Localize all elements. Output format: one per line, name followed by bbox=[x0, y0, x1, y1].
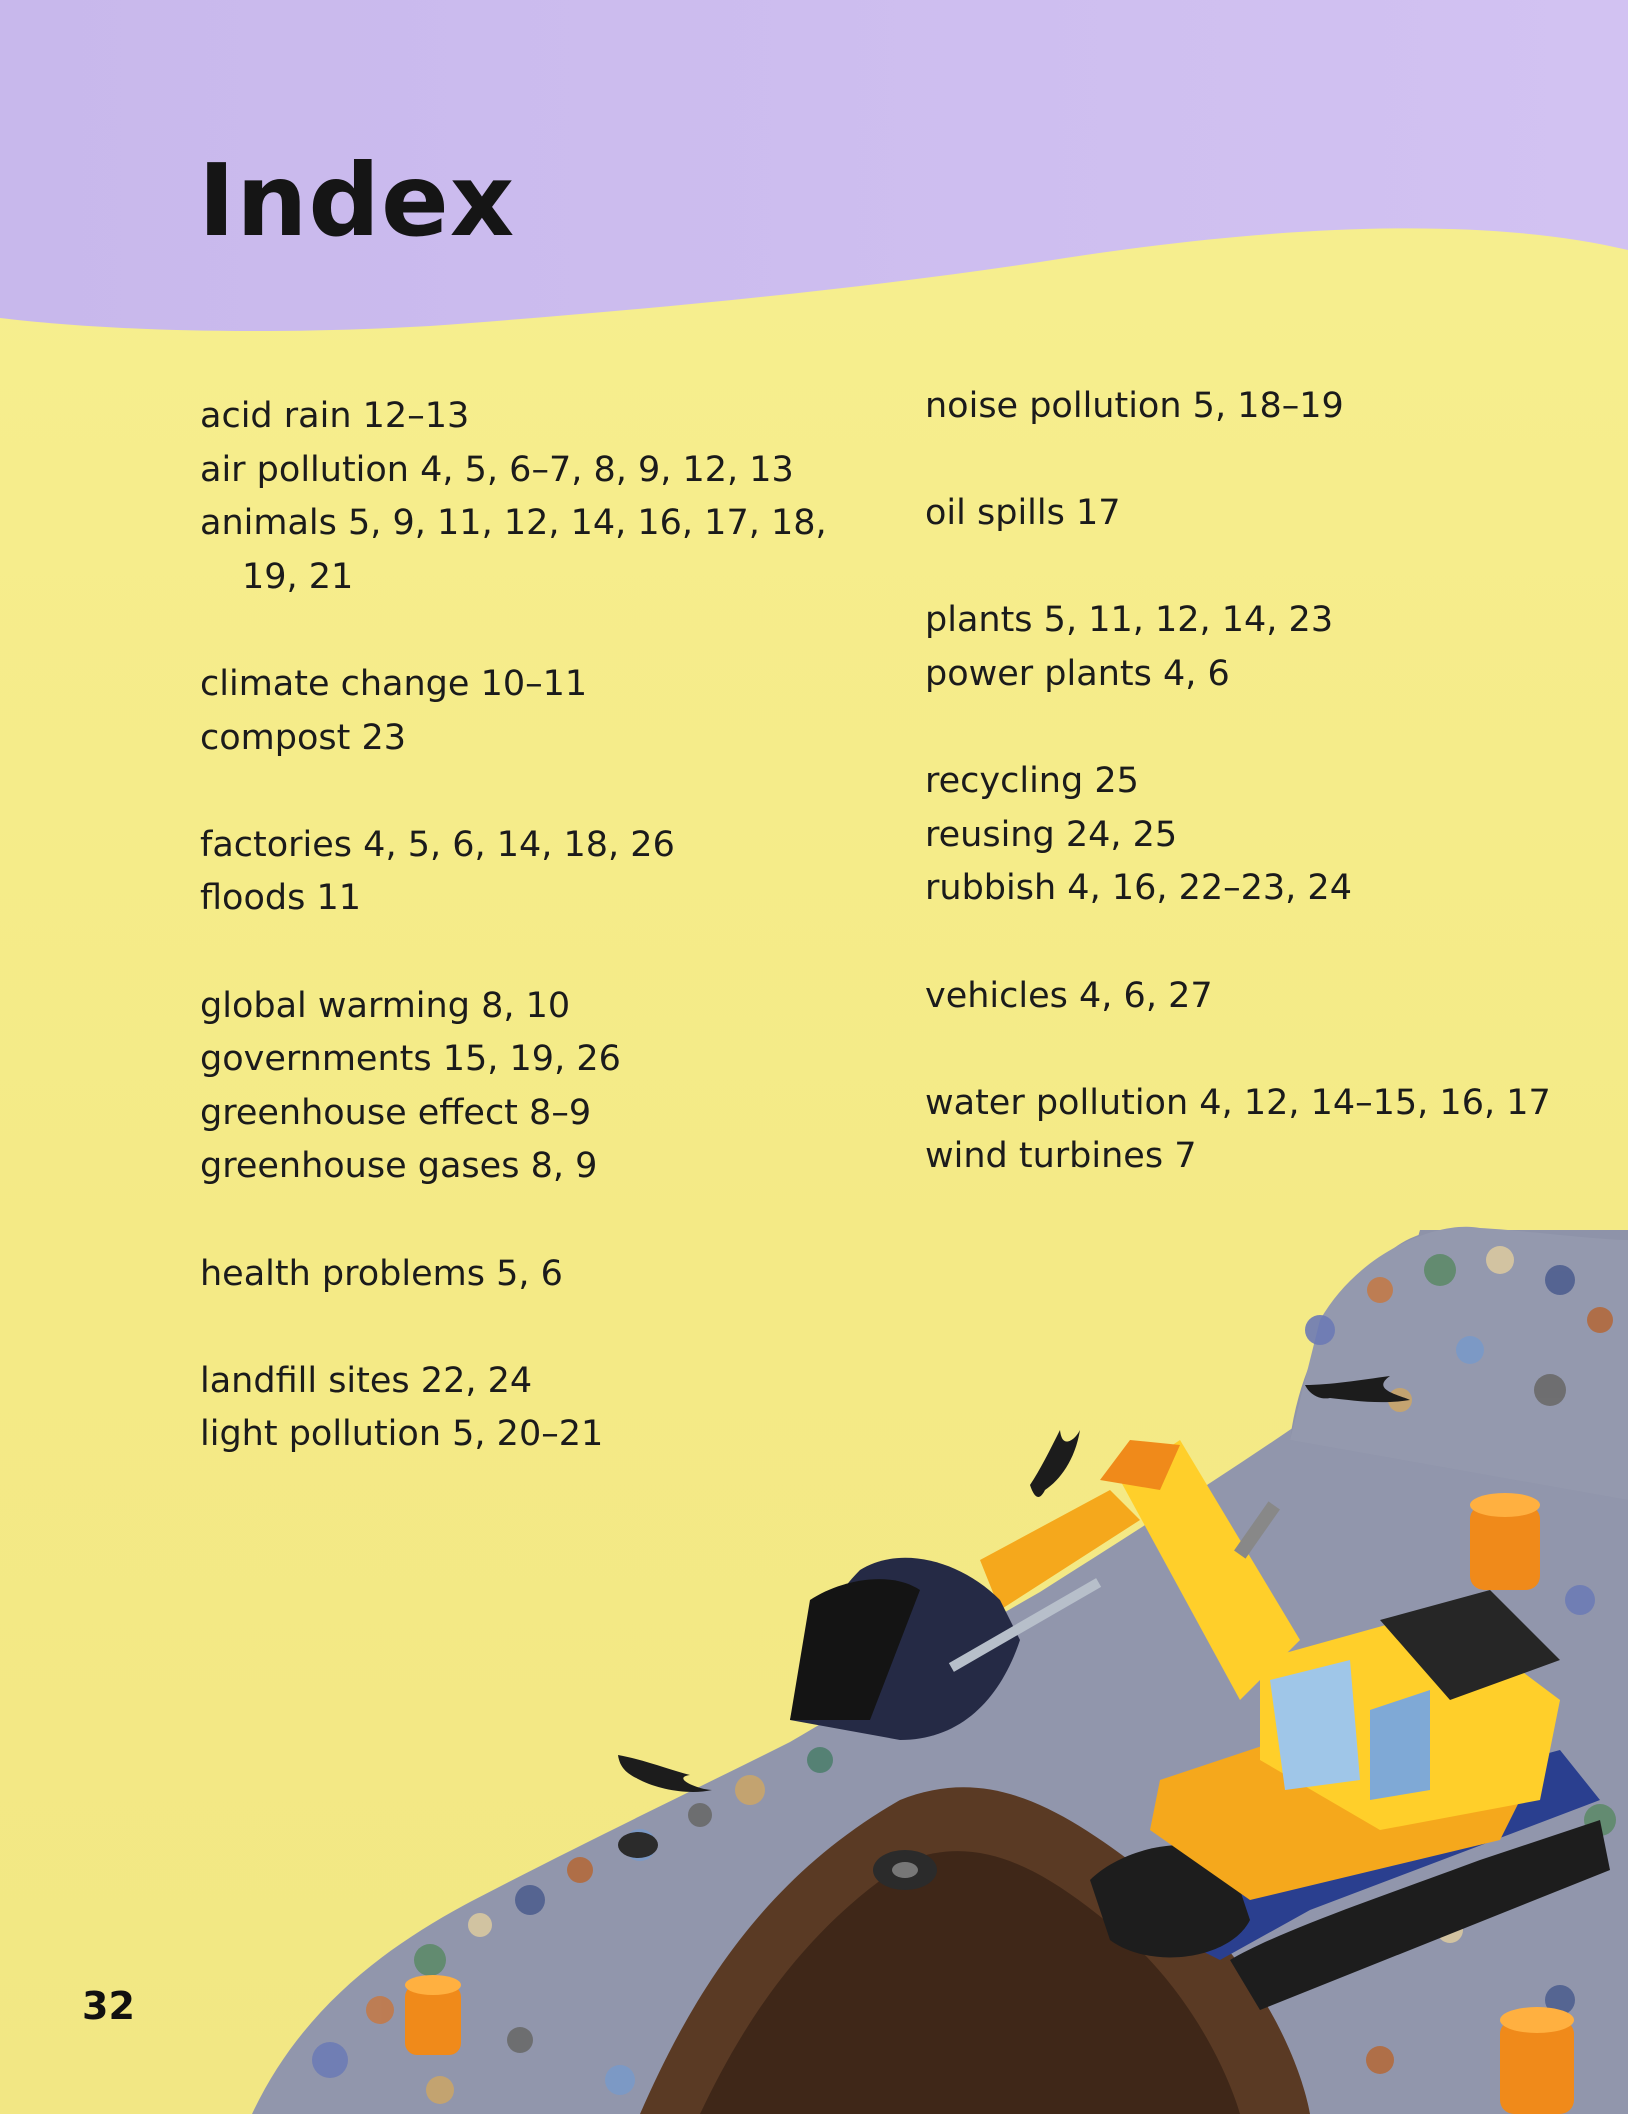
index-entry: reusing 24, 25 bbox=[925, 814, 1178, 855]
index-entry: air pollution 4, 5, 6–7, 8, 9, 12, 13 bbox=[200, 449, 794, 490]
index-entry: climate change 10–11 bbox=[200, 663, 588, 704]
index-entry: factories 4, 5, 6, 14, 18, 26 bbox=[200, 824, 675, 865]
index-entry: greenhouse effect 8–9 bbox=[200, 1092, 592, 1133]
index-entry: acid rain 12–13 bbox=[200, 396, 470, 436]
index-entry: landfill sites 22, 24 bbox=[200, 1360, 533, 1401]
index-entry: recycling 25 bbox=[925, 761, 1139, 802]
index-entry: wind turbines 7 bbox=[925, 1136, 1197, 1177]
page-title: Index bbox=[198, 142, 516, 259]
index-entry: noise pollution 5, 18–19 bbox=[925, 386, 1344, 426]
index-entry: compost 23 bbox=[200, 717, 407, 758]
index-entry: health problems 5, 6 bbox=[200, 1253, 563, 1294]
index-entry: power plants 4, 6 bbox=[925, 653, 1230, 694]
index-entry: water pollution 4, 12, 14–15, 16, 17 bbox=[925, 1082, 1551, 1123]
index-entry: oil spills 17 bbox=[925, 493, 1121, 534]
index-entry: light pollution 5, 20–21 bbox=[200, 1414, 604, 1455]
index-entry: governments 15, 19, 26 bbox=[200, 1039, 621, 1080]
index-entry: floods 11 bbox=[200, 878, 362, 919]
index-entry: animals 5, 9, 11, 12, 14, 16, 17, 18, 19, 21 bbox=[200, 503, 827, 597]
index-entry: greenhouse gases 8, 9 bbox=[200, 1146, 598, 1187]
page-number: 32 bbox=[82, 1984, 135, 2028]
index-entry: rubbish 4, 16, 22–23, 24 bbox=[925, 868, 1352, 909]
index-entry: plants 5, 11, 12, 14, 23 bbox=[925, 600, 1334, 641]
index-entry: vehicles 4, 6, 27 bbox=[925, 975, 1213, 1016]
index-entry: global warming 8, 10 bbox=[200, 985, 571, 1026]
